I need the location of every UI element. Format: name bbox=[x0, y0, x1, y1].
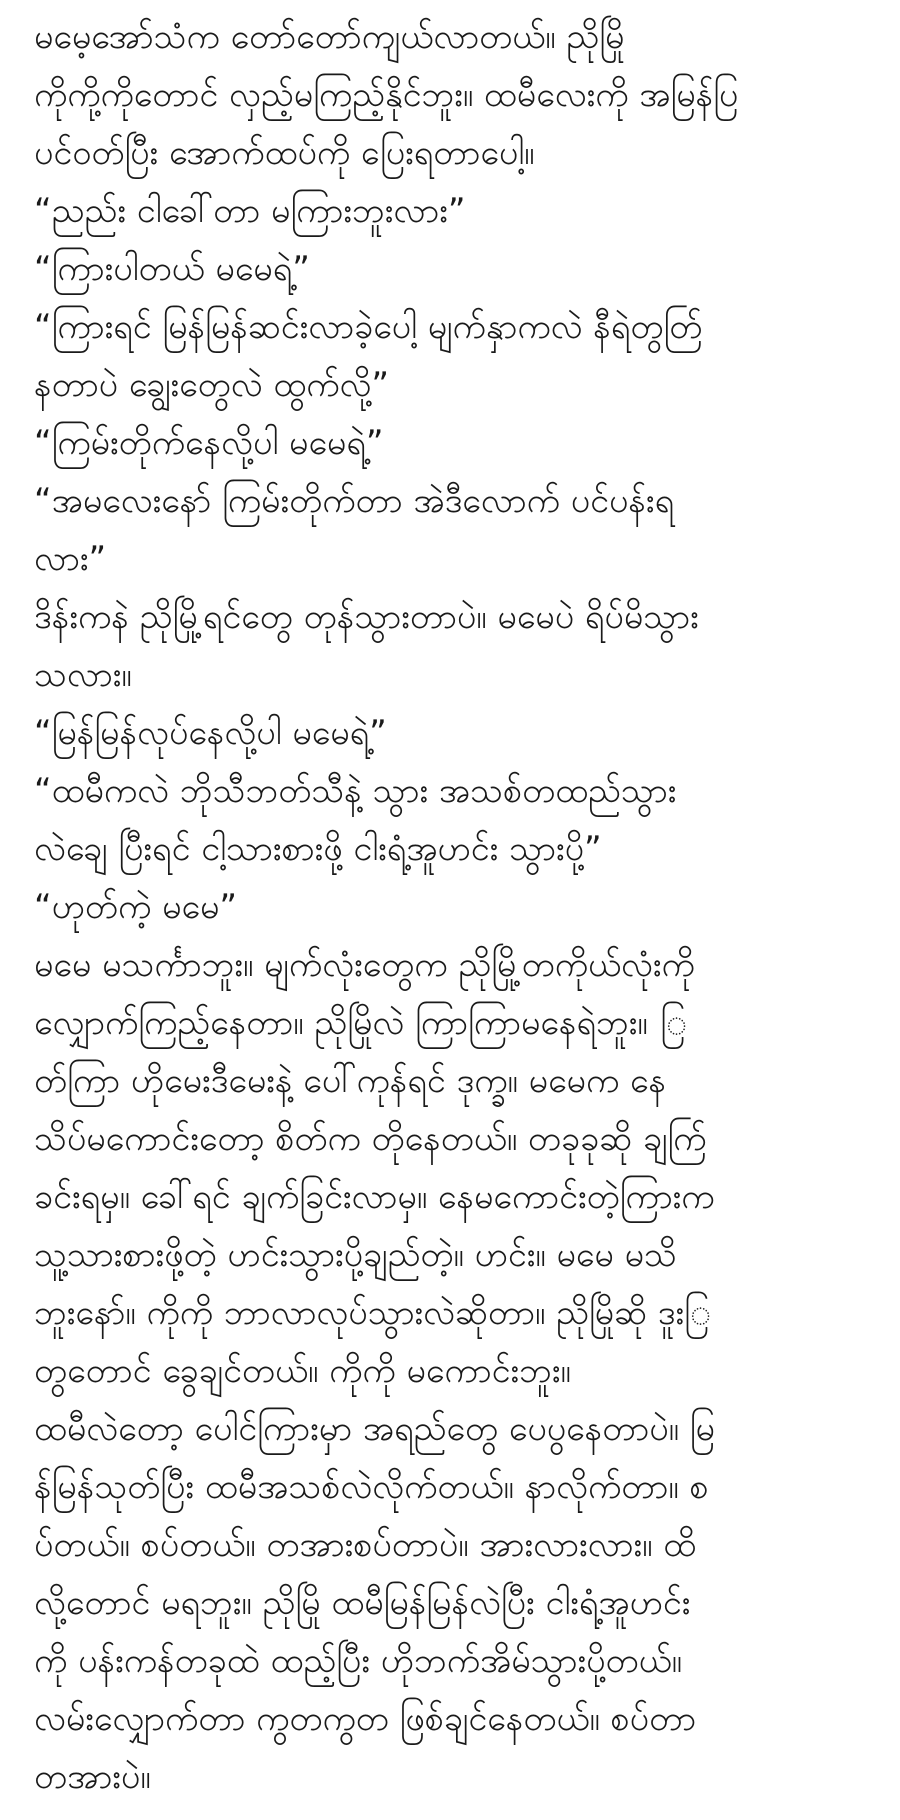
text-line: “ကြားပါတယ် မမေရဲ့” bbox=[34, 249, 310, 289]
text-line: သိပ်မကောင်းတော့ စိတ်က တိုနေတယ်။ တခုခုဆို ချက်ြ bbox=[34, 1119, 707, 1159]
text-line: ကိုကို့ကိုတောင် လှည့်မကြည့်နိုင်ဘူး။ ထမီလေးကို အမြန်ပြ bbox=[34, 75, 739, 115]
text-line: လား” bbox=[34, 539, 107, 579]
text-line: သူ့သားစားဖို့တဲ့ ဟင်းသွားပို့ချည်တဲ့။ ဟင်း။ မမေ မသိ bbox=[34, 1235, 677, 1275]
text-line: တအားပဲ။ bbox=[34, 1757, 151, 1797]
text-line: လမ်းလျှောက်တာ ကွတကွတ ဖြစ်ချင်နေတယ်။ စပ်တာ bbox=[34, 1699, 697, 1739]
text-line: “ညည်း ငါခေါ်တာ မကြားဘူးလား” bbox=[34, 191, 466, 231]
text-line: တ်ကြာ ဟိုမေးဒီမေးနဲ့ ပေါ်ကုန်ရင် ဒုက္ခ။ မမေက နေ bbox=[34, 1061, 667, 1101]
text-line: လဲချေ ပြီးရင် ငါ့သားစားဖို့ ငါးရံ့အူဟင်း သွားပို့” bbox=[34, 829, 602, 869]
text-line: သလား။ bbox=[34, 655, 132, 695]
text-line: တွတောင် ခွေချင်တယ်။ ကိုကို မကောင်းဘူး။ bbox=[34, 1351, 571, 1391]
text-line: ဒိန်းကနဲ ညိုမြို့ရင်တွေ တုန်သွားတာပဲ။ မမေပဲ ရိပ်မိသွား bbox=[34, 597, 699, 637]
text-line: ပ်တယ်။ စပ်တယ်။ တအားစပ်တာပဲ။ အားလားလား။ ထိ bbox=[34, 1525, 697, 1565]
text-line: “ဟုတ်ကဲ့ မမေ” bbox=[34, 887, 237, 927]
text-line: “မြန်မြန်လုပ်နေလို့ပါ မမေရဲ့” bbox=[34, 713, 387, 753]
text-line: “ကြမ်းတိုက်နေလို့ပါ မမေရဲ့” bbox=[34, 423, 384, 463]
text-line: မမေ မသင်္ကာဘူး။ မျက်လုံးတွေက ညိုမြို့တကိုယ်လုံးကို bbox=[34, 945, 695, 985]
text-line: “အမလေးနော် ကြမ်းတိုက်တာ အဲဒီလောက် ပင်ပန်းရ bbox=[34, 481, 675, 521]
text-line: “ထမီကလဲ ဘိုသီဘတ်သီနဲ့ သွား အသစ်တထည်သွား bbox=[34, 771, 677, 811]
text-line: ပင်ဝတ်ပြီး အောက်ထပ်ကို ပြေးရတာပေါ့။ bbox=[34, 133, 535, 173]
text-line: န်မြန်သုတ်ပြီး ထမီအသစ်လဲလိုက်တယ်။ နာလိုက်တာ။ စ bbox=[34, 1467, 709, 1507]
text-line: ကို ပန်းကန်တခုထဲ ထည့်ပြီး ဟိုဘက်အိမ်သွားပို့တယ်။ bbox=[34, 1641, 682, 1681]
text-line: မမေ့အော်သံက တော်တော်ကျယ်လာတယ်။ ညိုမြို bbox=[34, 17, 625, 57]
text-line: “ကြားရင် မြန်မြန်ဆင်းလာခဲ့ပေါ့ မျက်နှာကလဲ နီရဲတွတ်ြ bbox=[34, 307, 703, 347]
text-line: နတာပဲ ချွေးတွေလဲ ထွက်လို့” bbox=[34, 365, 390, 405]
text-line: ခင်းရမှ။ ခေါ်ရင် ချက်ခြင်းလာမှ။ နေမကောင်းတဲ့ကြားက bbox=[34, 1177, 715, 1217]
text-line: ဘူးနော်။ ကိုကို ဘာလာလုပ်သွားလဲဆိုတာ။ ညိုမြိုဆို ဒူးြ bbox=[34, 1293, 711, 1333]
text-line: လျှောက်ကြည့်နေတာ။ ညိုမြိုလဲ ကြာကြာမနေရဲဘူး။ ြ bbox=[34, 1003, 688, 1043]
text-line: လို့တောင် မရဘူး။ ညိုမြို ထမီမြန်မြန်လဲပြီး ငါးရံ့အူဟင်း bbox=[34, 1583, 691, 1623]
text-line: ထမီလဲတော့ ပေါင်ကြားမှာ အရည်တွေ ပေပွနေတာပဲ။ မြ bbox=[34, 1409, 715, 1449]
